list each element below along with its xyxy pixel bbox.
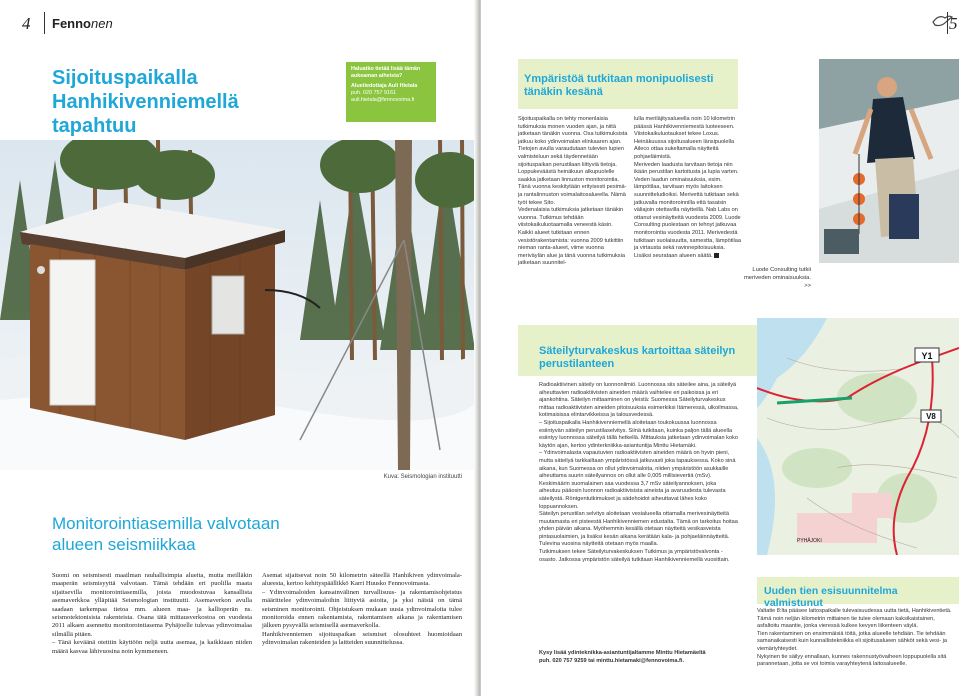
page-title: Sijoituspaikalla Hanhikivenniemellä tapahtuu	[52, 67, 239, 137]
info-box-contact: Aluetiedottaja Auli Hietala	[351, 83, 418, 89]
magazine-name: Fennonen	[52, 16, 113, 31]
header-rule-right	[947, 12, 948, 34]
article-column-1: Suomi on seismisesti maailman rauhallisimpia alueita, mutta meilläkin maaperän seismisyyttä valvotaan. Tämä tehdään eri puolilla maata sijaitsevilla monitorointiasemilla, joista muodostuvaa kansallista asemaverkkoa ylläpitää Seismologian instituutti. Asemaverkon avulla saadaan tarkempaa tietoa mm. alueen maa- ja kallioperän ns. seismotektonisista rakenteista. Osana tätä mittausverkostoa on vuodesta 2011 alkaen asennettu monitorointiasema Pyhäjoelle tulevaa ydinvoimalaa silmällä pitäen. – Tänä keväänä otettiin käyttöön neljä uutta asemaa, ja kaikkiaan niiden määrä kasvaa lähivuosina noin kymmeneen.	[52, 572, 252, 655]
radiation-body: Radioaktiivinen säteily on luonnonilmiö. Luonnossa siis säteilee aina, ja säteilyä aiheuttavien radioaktiivisten aineiden määrä vaihtelee eri paikoissa ja eri ajankohtina. Säteilyn mittaaminen on yleistä: Suomessa Säteilyturvakeskus mittaa radioaktiivisten aineiden pitoisuuksia esimerkiksi Itämeressä, ulkoilmassa, kotimaisissa elintarvikkeissa ja talousvedessä. – Sijoituspaikalla Hanhikivenniemellä aloitetaan toukokuussa luonnossa esiintyvän säteilyn perustilaselvitys. Siinä tutkitaan, kuinka paljon tällä alueella esiintyy luonnossa säteilyä tällä hetkellä. Mittauksia jatketaan ydinvoimalan koko käytön ajan, kertoo ydinterkniikka-asiantuntija Minttu Hietamäki. – Ydinvoimalasta vapautuvien radioaktiivisten aineiden määrä on hyvin pieni, mutta säteilyä tarkkailtaan ympäristössä jatkuvasti joka tapauksessa. Koko sinä aikana, kun Suomessa on ollut ydinvoimaloita, niiden ympäristöön asukkaille aiheuttama suurin säteilyannos on ollut alle 0,005 millisievertiä (mSv). Keskimäärin suomalainen saa vuodessa 3,7 mSv säteilyannoksen, joka aiheutuu pääosin luonnon radioaktiivisista aineista ja avaruudesta tulevasta säteilystä. Röntgentutkimukset ja sädehoidot aiheuttavat lähes koko loppuannoksen. Säteilyn perustilan selvitys aloitetaan vesialueella ottamalla merivesinäytteitä muutamasta eri pisteestä Hanhikivenniemen edustalta. Tämä on tarkoitus hoitaa yhden päivän aikana. Myöhemmin kesällä otetaan näytteitä vesikasveista pintasuolaimien, ja lisäksi kesän aikana kerätään kala- ja pohjaeläinnäytteitä. Tulevina vuosina näytteitä otetaan myös maalla. Tutkimuksen tekee Säteilyturvakeskuksen Tutkimus ja ympäristövalvonta -osasto. Jatkossa ympäristön säteilyä tutkitaan Hanhikivenniemellä vuosittain.	[539, 382, 739, 563]
info-box-email[interactable]: auli.hietala@fennovoima.fi	[351, 97, 415, 103]
info-box-question: Haluatko tietää lisää tämän aukeaman aiheista?	[351, 66, 421, 79]
road-map	[757, 318, 959, 555]
header-rule	[44, 12, 45, 34]
radiation-title: Säteilyturvakeskus kartoittaa säteilyn perustilanteen	[539, 345, 736, 370]
end-mark	[714, 253, 719, 258]
environment-title: Ympäristöä tutkitaan monipuolisesti tänäkin kesänä	[524, 73, 714, 98]
road-body: Valtatie 8:lta pääsee laitospaikalle tulevaisuudessa uutta tietä, Hanhikiventietä. Tämä noin neljän kilometrin mittainen tie tulee olemaan kaksikaistainen, asfaltoitu maantie, jonka vieressä kulkee kevyen liikenteen väylä. Tien rakentaminen on ensimmäisiä töitä, jotka alueelle tehdään. Tie tehdään samanaikaisesti kuin kunnallistekniikka eli sijoitusalueen sähköt sekä vesi- ja viemäriyhteydet. Nykyinen tie säilyy ennallaan, kunnes rakennustyövaiheen loppupuolella sitä parannetaan, jotta se voi toimia varayhteytenä laitosalueelle.	[757, 608, 952, 668]
info-box-phone: puh. 020 757 9161	[351, 90, 396, 96]
left-page	[0, 0, 478, 696]
map-label-y1: Y1	[921, 351, 933, 361]
right-page	[481, 0, 959, 696]
seismic-station-photo	[0, 140, 478, 470]
environment-heading-box	[518, 59, 738, 109]
road-heading-box	[757, 577, 959, 609]
radiation-contact	[539, 650, 749, 665]
map-label-pyhajoki: PYHÄJOKI	[797, 538, 822, 544]
map-label-v8: V8	[926, 412, 936, 421]
environment-column-2: lulla meriläjitysalueella noin 10 kilometrin päässä Hanhikivenniemestä luoteeseen. Viistokaikuluotaukset tekee Loxus. Heinäkuussa sijoitusalueen länsipuolella Aileco ottaa sukeltamalla näytteitä pohjaeläimistä. Meriveden laadusta tarvitaan tietoja niin ikään perustilan kartoitusta ja lupia varten. Veden laadun ominaisuuksia, esim. lämpötilaa, tarvitaan myös laitoksen suunnitteludioiksi. Merivettä tutkitaan sekä jatkuvalla monitoroinnilla että tasaisin väliajoin otettavilla näytteillä. Nab Labs on ottanut vesinäytteitä vuodesta 2009. Luode Consulting puolestaan on tehnyt jatkuvaa monitorointia vuodesta 2011. Merivedestä tutkitaan suolaisuutta, samestta, lämpötilaa ja virtausta sekä ravinnepitoisuuksia. Lisäksi seurataan alueen säätä.	[634, 116, 741, 259]
sea-research-photo	[819, 59, 959, 263]
radiation-contact-line1: Kysy lisää ydinteknikka-asiantuntijaltamme Minttu Hietamäeltä	[539, 650, 706, 656]
page-number-right: 5	[949, 14, 958, 33]
radiation-heading-box	[518, 325, 757, 376]
info-box	[346, 62, 436, 122]
page-number-left: 4	[22, 14, 31, 33]
photo-credit: Kuva: Seismologian instituutti	[383, 474, 462, 480]
radiation-contact-line2[interactable]: puh. 020 757 9259 tai minttu.hietamaki@fennovoima.fi.	[539, 657, 685, 664]
article-column-2: Asemat sijaitsevat noin 50 kilometrin säteellä Hanhikiven ydinvoimala-alueesta, kertoo kehityspäällikkö Karri Huusko Fennovoimasta. – Ydinvoimaloiden kansainvälinen turvallisuus- ja rakentamisohjeistus määrittelee ydinvoimaloihin liittyviä asioita, ja yksi näistä on tämä seisminen monitorointi. Ohjeistuksen mukaan uusia ydinvoimaloita tulee monitoroida ennen rakentamista, rakentamisen aikana ja rakentamisen jälkeen pysyvällä seismisellä asemaverkolla. Hanhikivenniemen sijoituspaikan seismiset olosuhteet huomioidaan ydinvoimalan rakenteiden ja laitteiden suunnittelussa.	[262, 572, 462, 647]
photo-caption: Luode Consulting tutkii meriveden ominaisuuksia. >>	[743, 267, 811, 289]
article-title: Monitorointiasemilla valvotaan alueen seismiikkaa	[52, 514, 280, 554]
environment-column-1: Sijoituspaikalla on tehty monenlaisia tutkimuksia monen vuoden ajan, ja niitä jatketaan tänäkin vuonna. Osa tutkimuksista jatkuu koko ydinvoimalan elinkaaren ajan. Tietojen avulla varaudutaan tulevien lupien valmisteluun sekä täydennetään sijoituspaikan perustilaan liittyviä tietoja. Loppukeväästä heinäkuun alkupuolelle saakka jatketaan linnuston monitorointia. Tänä vuonna keskitytään erityisesti pesimä- ja rantalinnuston voimalaitosalueella. Nämä työt tekee Sito. Vedenalaisia tutkimuksia jatketaan tänäkin vuonna. Tutkimus tehdään viistokaikuluotaamalla veneestä käsin. Kaikki alueet tutkitaan ennen vesistörakentamista: vuonna 2009 tutkittiin nieman ranta-alueet, viime vuonna meriväylän alue ja tänä vuonna tutkimuksia jatketaan suunnitel-	[518, 116, 628, 267]
road-title: Uuden tien esisuunnitelma valmistunut	[764, 585, 898, 609]
